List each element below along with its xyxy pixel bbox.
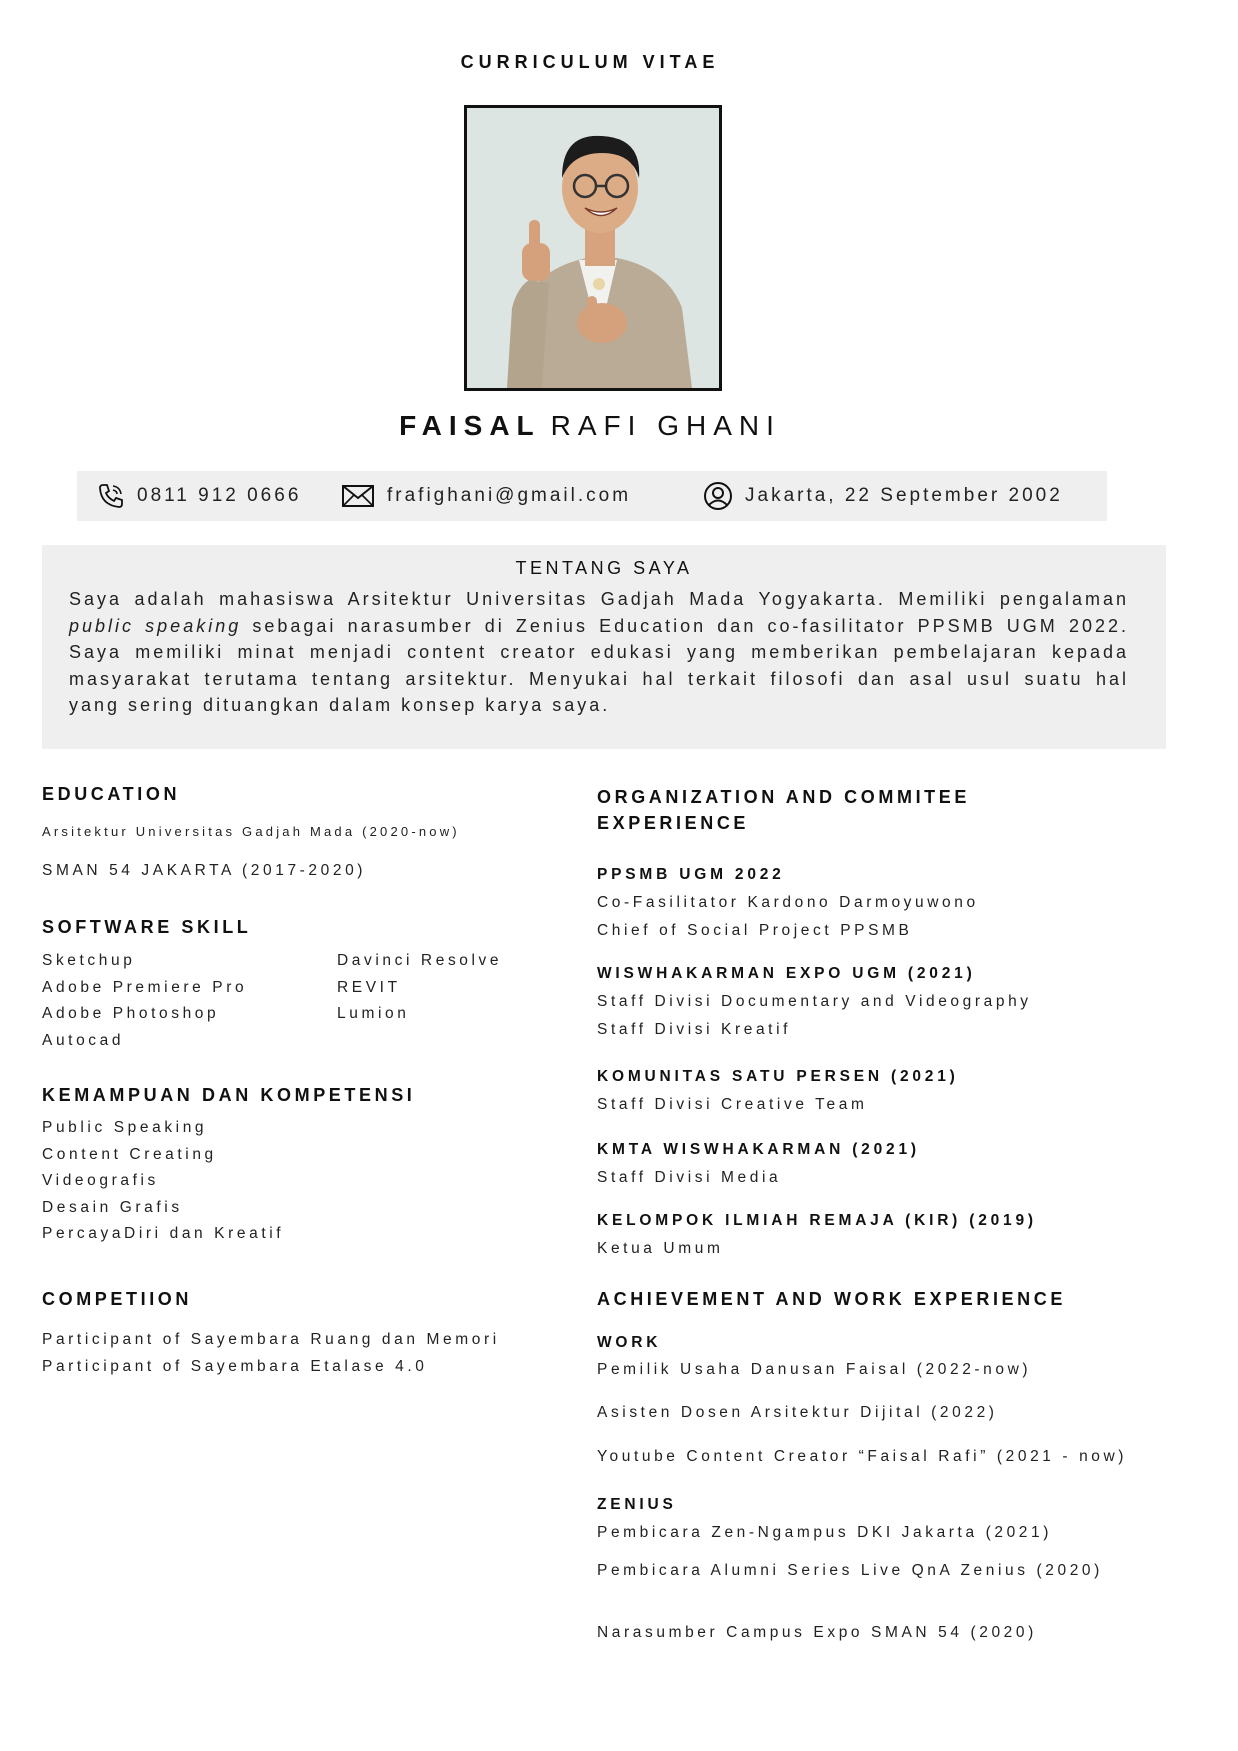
org-role: Chief of Social Project PPSMB	[597, 922, 913, 939]
about-text-italic: public speaking	[69, 615, 242, 636]
kemampuan-item: Videografis	[42, 1172, 159, 1189]
last-name: RAFI GHANI	[550, 410, 781, 441]
full-name	[0, 410, 1180, 442]
phone-text: 0811 912 0666	[137, 485, 302, 506]
contact-bar	[77, 471, 1107, 521]
competition-list	[42, 1327, 500, 1380]
org-role: Ketua Umum	[597, 1240, 724, 1257]
software-item: Autocad	[42, 1031, 125, 1049]
kemampuan-item: Content Creating	[42, 1145, 217, 1163]
org-role: Co-Fasilitator Kardono Darmoyuwono	[597, 894, 979, 911]
about-text	[69, 586, 1129, 719]
org-group-name: PPSMB UGM 2022	[597, 866, 785, 883]
kemampuan-list	[42, 1115, 284, 1248]
org-group-name: KELOMPOK ILMIAH REMAJA (KIR) (2019)	[597, 1212, 1037, 1229]
achievement-title: ACHIEVEMENT AND WORK EXPERIENCE	[597, 1289, 1066, 1309]
about-text-part1: Saya adalah mahasiswa Arsitektur Universitas Gadjah Mada Yogyakarta. Memiliki pengalaman	[69, 589, 1129, 609]
software-item: Adobe Premiere Pro	[42, 978, 248, 996]
org-role: Staff Divisi Creative Team	[597, 1096, 868, 1113]
birth-text: Jakarta, 22 September 2002	[745, 485, 1063, 506]
software-item: Davinci Resolve	[337, 952, 503, 969]
work-item: Youtube Content Creator “Faisal Rafi” (2021 - now)	[597, 1448, 1128, 1465]
zenius-title: ZENIUS	[597, 1496, 677, 1513]
organization-title-line1: ORGANIZATION AND COMMITEE	[597, 787, 970, 807]
zenius-item: Narasumber Campus Expo SMAN 54 (2020)	[597, 1624, 1037, 1641]
about-text-part2: sebagai narasumber di Zenius Education dan co-fasilitator PPSMB UGM 2022. Saya memiliki minat menjadi content creator edukasi yang memberikan pembelajaran kepada masyarakat terutama tentang arsitektur. Menyukai hal terkait filosofi dan asal usul suatu hal yang sering dituangkan dalam konsep karya saya.	[69, 615, 1129, 715]
software-item: Sketchup	[42, 952, 136, 969]
contact-birth	[703, 471, 1063, 521]
education-item-1: Arsitektur Universitas Gadjah Mada (2020-now)	[42, 824, 460, 839]
contact-email	[341, 471, 631, 521]
work-item: Asisten Dosen Arsitektur Dijital (2022)	[597, 1404, 998, 1421]
phone-icon	[97, 482, 125, 510]
work-item: Pemilik Usaha Danusan Faisal (2022-now)	[597, 1361, 1032, 1378]
org-group-name: KMTA WISWHAKARMAN (2021)	[597, 1141, 920, 1158]
education-title: EDUCATION	[42, 784, 181, 804]
work-title: WORK	[597, 1334, 662, 1351]
software-col-2	[337, 948, 502, 1028]
contact-phone	[97, 471, 301, 521]
org-group-name: KOMUNITAS SATU PERSEN (2021)	[597, 1068, 959, 1085]
software-col-1	[42, 948, 247, 1054]
education-item-2: SMAN 54 JAKARTA (2017-2020)	[42, 862, 367, 879]
software-title: SOFTWARE SKILL	[42, 917, 252, 937]
competition-title: COMPETIION	[42, 1289, 193, 1309]
kemampuan-item: Desain Grafis	[42, 1198, 183, 1216]
organization-title	[597, 784, 970, 836]
kemampuan-title: KEMAMPUAN DAN KOMPETENSI	[42, 1085, 416, 1105]
software-item: Adobe Photoshop	[42, 1005, 220, 1022]
zenius-item: Pembicara Zen-Ngampus DKI Jakarta (2021)	[597, 1524, 1052, 1541]
mail-icon	[341, 484, 375, 508]
competition-item: Participant of Sayembara Ruang dan Memori	[42, 1331, 500, 1348]
software-item: REVIT	[337, 978, 401, 996]
competition-item: Participant of Sayembara Etalase 4.0	[42, 1357, 428, 1375]
org-role: Staff Divisi Kreatif	[597, 1021, 792, 1038]
organization-title-line2: EXPERIENCE	[597, 813, 750, 833]
software-item: Lumion	[337, 1005, 410, 1022]
email-text: frafighani@gmail.com	[387, 485, 632, 506]
org-role: Staff Divisi Media	[597, 1169, 782, 1186]
cv-title: CURRICULUM VITAE	[460, 52, 720, 72]
first-name: FAISAL	[399, 410, 541, 441]
about-title: TENTANG SAYA	[515, 558, 693, 578]
about-section	[42, 545, 1166, 749]
kemampuan-item: PercayaDiri dan Kreatif	[42, 1225, 285, 1242]
kemampuan-item: Public Speaking	[42, 1119, 208, 1136]
org-role: Staff Divisi Documentary and Videography	[597, 993, 1032, 1010]
profile-photo	[464, 105, 722, 391]
org-group-name: WISWHAKARMAN EXPO UGM (2021)	[597, 965, 976, 982]
zenius-item: Pembicara Alumni Series Live QnA Zenius (2020)	[597, 1562, 1103, 1579]
user-circle-icon	[703, 481, 733, 511]
